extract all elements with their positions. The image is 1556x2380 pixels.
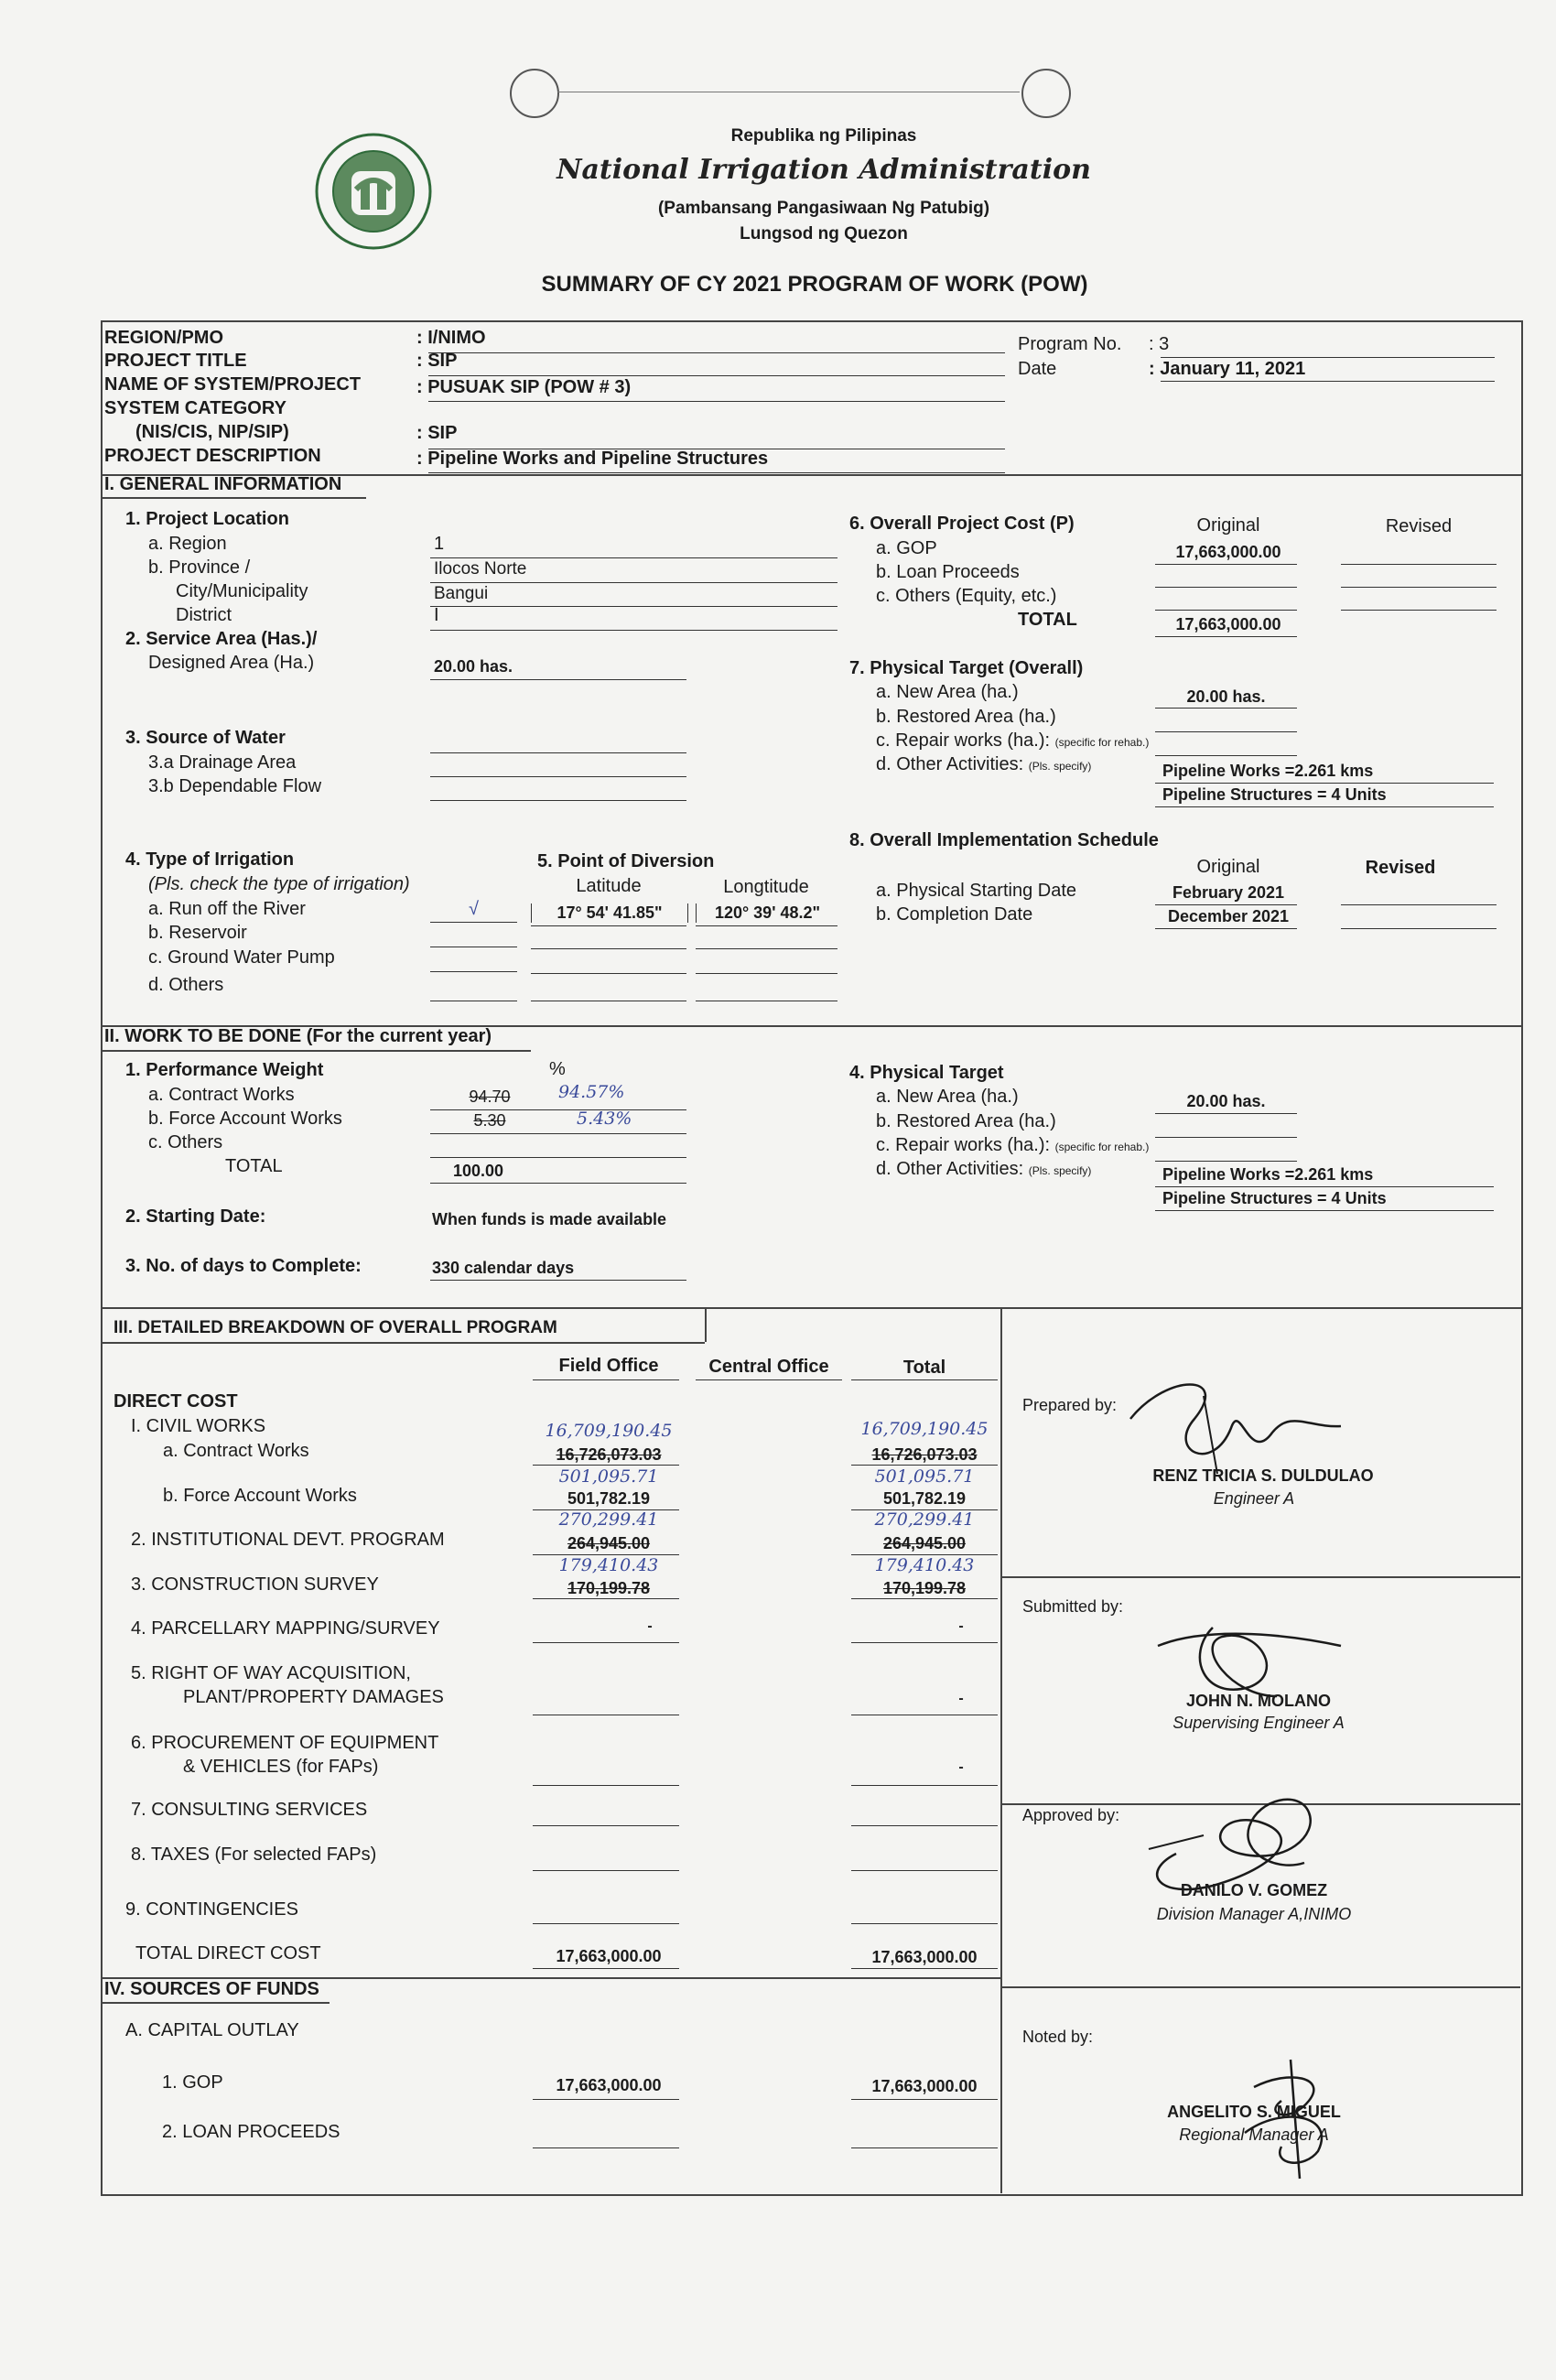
bd-force-total-hw: 501,095.71 bbox=[874, 1466, 975, 1487]
bd-survey-label: 3. CONSTRUCTION SURVEY bbox=[131, 1574, 379, 1595]
region-field-value: 1 bbox=[434, 534, 445, 554]
agency-name: National Irrigation Administration bbox=[556, 154, 1091, 186]
breakdown-heading: III. DETAILED BREAKDOWN OF OVERALL PROGRAM bbox=[113, 1318, 557, 1337]
approved-title: Division Manager A,INIMO bbox=[1156, 1905, 1352, 1923]
bd-contract-label: a. Contract Works bbox=[163, 1441, 309, 1461]
bd-contract-total: 16,726,073.03 bbox=[871, 1445, 978, 1464]
latitude-label: Latitude bbox=[576, 876, 642, 896]
physical-target-overall-label: 7. Physical Target (Overall) bbox=[849, 658, 1084, 678]
bd-survey-total: 170,199.78 bbox=[882, 1579, 967, 1597]
date-value: : January 11, 2021 bbox=[1149, 359, 1306, 379]
bd-force-field: 501,782.19 bbox=[567, 1489, 651, 1508]
bd-contingencies-label: 9. CONTINGENCIES bbox=[125, 1899, 298, 1920]
program-no-value: : 3 bbox=[1149, 334, 1170, 354]
longitude-label: Longtitude bbox=[723, 877, 809, 897]
bd-survey-field-hw: 179,410.43 bbox=[558, 1555, 659, 1575]
program-no-label: Program No. bbox=[1018, 334, 1122, 354]
bd-idp-total-hw: 270,299.41 bbox=[874, 1509, 975, 1530]
system-category-sub-label: (NIS/CIS, NIP/SIP) bbox=[135, 422, 289, 442]
bd-taxes-label: 8. TAXES (For selected FAPs) bbox=[131, 1844, 377, 1865]
completion-date-label: b. Completion Date bbox=[876, 904, 1033, 925]
submitted-title: Supervising Engineer A bbox=[1172, 1714, 1345, 1732]
other-activities-text: d. Other Activities: bbox=[876, 754, 1024, 774]
diversion-label: 5. Point of Diversion bbox=[537, 851, 715, 871]
service-area-label: 2. Service Area (Has.)/ bbox=[125, 629, 318, 649]
schedule-original-header: Original bbox=[1196, 857, 1260, 877]
bd-procurement-label: 6. PROCUREMENT OF EQUIPMENT bbox=[131, 1733, 439, 1753]
bd-procurement-label-cont: & VEHICLES (for FAPs) bbox=[183, 1757, 379, 1777]
system-category-label: SYSTEM CATEGORY bbox=[104, 398, 286, 418]
district-value: I bbox=[434, 605, 439, 625]
work-pipeline-works: Pipeline Works =2.261 kms bbox=[1162, 1165, 1374, 1184]
work-pipeline-structures: Pipeline Structures = 4 Units bbox=[1162, 1189, 1387, 1207]
city-name: Lungsod ng Quezon bbox=[740, 224, 908, 243]
page-title: SUMMARY OF CY 2021 PROGRAM OF WORK (POW) bbox=[541, 272, 1088, 297]
completion-date-value: December 2021 bbox=[1167, 907, 1290, 925]
force-account-new: 5.43% bbox=[577, 1109, 632, 1129]
capital-outlay-label: A. CAPITAL OUTLAY bbox=[125, 2020, 299, 2040]
work-other-activities-note: (Pls. specify) bbox=[1028, 1164, 1092, 1177]
bd-survey-total-hw: 179,410.43 bbox=[874, 1555, 975, 1575]
funds-loan-label: 2. LOAN PROCEEDS bbox=[162, 2122, 340, 2142]
system-name-label: NAME OF SYSTEM/PROJECT bbox=[104, 374, 362, 395]
irrigation-ground-water-pump: c. Ground Water Pump bbox=[148, 947, 335, 968]
days-to-complete-value: 330 calendar days bbox=[432, 1259, 575, 1277]
region-field-label: a. Region bbox=[148, 534, 227, 554]
bd-parcellary-total: - bbox=[958, 1618, 964, 1634]
bd-survey-field: 170,199.78 bbox=[567, 1579, 651, 1597]
starting-date-label: 2. Starting Date: bbox=[125, 1206, 266, 1227]
cost-gop-label: a. GOP bbox=[876, 538, 937, 558]
work-repair-label bbox=[876, 1135, 1149, 1156]
city-value: Bangui bbox=[434, 584, 489, 603]
project-title-value: : SIP bbox=[416, 351, 458, 371]
contract-works-label: a. Contract Works bbox=[148, 1085, 295, 1105]
bd-idp-total: 264,945.00 bbox=[882, 1534, 967, 1552]
repair-works-text: c. Repair works (ha.): bbox=[876, 730, 1051, 751]
bd-idp-field: 264,945.00 bbox=[567, 1534, 651, 1552]
repair-works-note: (specific for rehab.) bbox=[1054, 736, 1150, 749]
direct-cost-label: DIRECT COST bbox=[113, 1391, 238, 1412]
work-other-activities-label bbox=[876, 1159, 1091, 1180]
region-label: REGION/PMO bbox=[104, 328, 224, 348]
performance-weight-label: 1. Performance Weight bbox=[125, 1060, 324, 1080]
city-label: City/Municipality bbox=[176, 581, 308, 601]
work-other-activities-text: d. Other Activities: bbox=[876, 1159, 1024, 1179]
days-to-complete-label: 3. No. of days to Complete: bbox=[125, 1256, 362, 1276]
prepared-by-label: Prepared by: bbox=[1022, 1396, 1118, 1414]
general-info-heading: I. GENERAL INFORMATION bbox=[104, 474, 342, 494]
schedule-label: 8. Overall Implementation Schedule bbox=[849, 830, 1159, 850]
work-repair-text: c. Repair works (ha.): bbox=[876, 1135, 1051, 1155]
approved-name: DANILO V. GOMEZ bbox=[1180, 1881, 1328, 1899]
bd-contract-field-hw: 16,709,190.45 bbox=[545, 1421, 673, 1441]
agency-local-name: (Pambansang Pangasiwaan Ng Patubig) bbox=[657, 199, 990, 218]
starting-date-value: When funds is made available bbox=[432, 1210, 667, 1228]
pipeline-works-value: Pipeline Works =2.261 kms bbox=[1162, 762, 1374, 780]
sources-of-funds-heading: IV. SOURCES OF FUNDS bbox=[104, 1979, 319, 1999]
longitude-value: 120° 39' 48.2" bbox=[696, 903, 838, 923]
new-area-value: 20.00 has. bbox=[1186, 687, 1266, 706]
punch-hole-left bbox=[510, 69, 559, 118]
bd-force-total: 501,782.19 bbox=[882, 1489, 967, 1508]
submitted-name: JOHN N. MOLANO bbox=[1185, 1692, 1331, 1710]
prepared-name: RENZ TRICIA S. DULDULAO bbox=[1152, 1466, 1374, 1485]
start-date-value: February 2021 bbox=[1172, 883, 1285, 902]
nia-seal-logo bbox=[313, 131, 434, 252]
system-category-value: : SIP bbox=[416, 423, 458, 443]
designed-area-label: Designed Area (Ha.) bbox=[148, 653, 315, 673]
work-to-be-done-heading: II. WORK TO BE DONE (For the current year) bbox=[104, 1026, 492, 1046]
bd-row-label-cont: PLANT/PROPERTY DAMAGES bbox=[183, 1687, 444, 1707]
funds-gop-label: 1. GOP bbox=[162, 2072, 223, 2093]
drainage-area-label: 3.a Drainage Area bbox=[148, 752, 297, 773]
irrigation-others: d. Others bbox=[148, 975, 224, 995]
designed-area-value: 20.00 has. bbox=[434, 657, 513, 676]
bd-total-direct-label: TOTAL DIRECT COST bbox=[135, 1943, 321, 1964]
prepared-signature bbox=[1112, 1364, 1350, 1483]
noted-title: Regional Manager A bbox=[1179, 2126, 1329, 2144]
dependable-flow-label: 3.b Dependable Flow bbox=[148, 776, 322, 796]
restored-area-label: b. Restored Area (ha.) bbox=[876, 707, 1056, 727]
irrigation-type-label: 4. Type of Irrigation bbox=[125, 849, 295, 870]
bd-parcellary-field: - bbox=[647, 1618, 653, 1634]
civil-works-label: I. CIVIL WORKS bbox=[131, 1416, 266, 1436]
bd-idp-field-hw: 270,299.41 bbox=[558, 1509, 659, 1530]
force-account-old: 5.30 bbox=[473, 1111, 506, 1130]
physical-target-label: 4. Physical Target bbox=[849, 1063, 1004, 1083]
bd-total-direct-total: 17,663,000.00 bbox=[871, 1948, 978, 1966]
work-restored-area-label: b. Restored Area (ha.) bbox=[876, 1111, 1056, 1131]
irrigation-check-mark: √ bbox=[469, 899, 479, 919]
noted-name: ANGELITO S. MIGUEL bbox=[1167, 2103, 1341, 2121]
cost-total-value: 17,663,000.00 bbox=[1175, 615, 1281, 633]
province-value: Ilocos Norte bbox=[434, 559, 527, 579]
bd-total-direct-field: 17,663,000.00 bbox=[556, 1947, 662, 1965]
total-header: Total bbox=[902, 1358, 946, 1378]
funds-gop-total: 17,663,000.00 bbox=[871, 2077, 978, 2095]
other-activities-label bbox=[876, 754, 1091, 775]
new-area-label: a. New Area (ha.) bbox=[876, 682, 1019, 702]
bd-force-label: b. Force Account Works bbox=[163, 1486, 357, 1506]
approved-by-label: Approved by: bbox=[1022, 1806, 1120, 1824]
weight-total-value: 100.00 bbox=[453, 1162, 504, 1180]
bd-contract-field: 16,726,073.03 bbox=[556, 1445, 662, 1464]
cost-total-label: TOTAL bbox=[1018, 610, 1077, 630]
work-new-area-value: 20.00 has. bbox=[1186, 1092, 1266, 1110]
start-date-label: a. Physical Starting Date bbox=[876, 881, 1076, 901]
cost-loan-label: b. Loan Proceeds bbox=[876, 562, 1020, 582]
project-title-label: PROJECT TITLE bbox=[104, 351, 247, 371]
region-value: : I/NIMO bbox=[416, 328, 486, 348]
bd-row-total: - bbox=[958, 1691, 964, 1706]
other-activities-note: (Pls. specify) bbox=[1028, 760, 1092, 773]
bd-consulting-label: 7. CONSULTING SERVICES bbox=[131, 1800, 368, 1820]
bd-contract-total-hw: 16,709,190.45 bbox=[860, 1419, 989, 1439]
central-office-header: Central Office bbox=[708, 1357, 829, 1377]
country-name: Republika ng Pilipinas bbox=[730, 126, 917, 146]
irrigation-note: (Pls. check the type of irrigation) bbox=[148, 874, 410, 894]
weight-total-label: TOTAL bbox=[225, 1156, 283, 1176]
project-description-value: : Pipeline Works and Pipeline Structures bbox=[416, 449, 769, 469]
latitude-value: 17° 54' 41.85" bbox=[531, 903, 688, 923]
irrigation-reservoir: b. Reservoir bbox=[148, 923, 247, 943]
others-weight-label: c. Others bbox=[148, 1132, 223, 1152]
cost-original-header: Original bbox=[1196, 515, 1260, 536]
force-account-label: b. Force Account Works bbox=[148, 1109, 342, 1129]
schedule-revised-header: Revised bbox=[1365, 858, 1436, 878]
contract-works-new: 94.57% bbox=[558, 1082, 625, 1102]
bd-force-field-hw: 501,095.71 bbox=[558, 1466, 659, 1487]
source-of-water-label: 3. Source of Water bbox=[125, 728, 286, 748]
cost-revised-header: Revised bbox=[1385, 516, 1453, 536]
field-office-header: Field Office bbox=[558, 1356, 659, 1376]
submitted-by-label: Submitted by: bbox=[1022, 1597, 1124, 1616]
percent-header: % bbox=[549, 1059, 566, 1079]
project-location-label: 1. Project Location bbox=[125, 509, 289, 529]
cost-others-label: c. Others (Equity, etc.) bbox=[876, 586, 1057, 606]
punch-hole-right bbox=[1021, 69, 1071, 118]
district-label: District bbox=[176, 605, 232, 625]
cost-gop-value: 17,663,000.00 bbox=[1175, 543, 1281, 561]
date-label: Date bbox=[1018, 359, 1057, 379]
repair-works-label bbox=[876, 730, 1149, 752]
bd-row-label: 5. RIGHT OF WAY ACQUISITION, bbox=[131, 1663, 411, 1683]
irrigation-run-off-river: a. Run off the River bbox=[148, 899, 306, 919]
work-repair-note: (specific for rehab.) bbox=[1054, 1141, 1150, 1153]
prepared-title: Engineer A bbox=[1213, 1489, 1295, 1508]
province-label: b. Province / bbox=[148, 557, 251, 578]
project-description-label: PROJECT DESCRIPTION bbox=[104, 446, 321, 466]
bd-idp-label: 2. INSTITUTIONAL DEVT. PROGRAM bbox=[131, 1530, 445, 1550]
bd-procurement-total: - bbox=[958, 1759, 964, 1775]
funds-gop-field: 17,663,000.00 bbox=[556, 2076, 662, 2094]
contract-works-old: 94.70 bbox=[469, 1087, 511, 1106]
noted-by-label: Noted by: bbox=[1022, 2028, 1094, 2046]
overall-cost-label: 6. Overall Project Cost (P) bbox=[849, 514, 1075, 534]
work-new-area-label: a. New Area (ha.) bbox=[876, 1087, 1019, 1107]
pipeline-structures-value: Pipeline Structures = 4 Units bbox=[1162, 785, 1387, 804]
bd-parcellary-label: 4. PARCELLARY MAPPING/SURVEY bbox=[131, 1618, 440, 1639]
system-name-value: : PUSUAK SIP (POW # 3) bbox=[416, 377, 632, 397]
